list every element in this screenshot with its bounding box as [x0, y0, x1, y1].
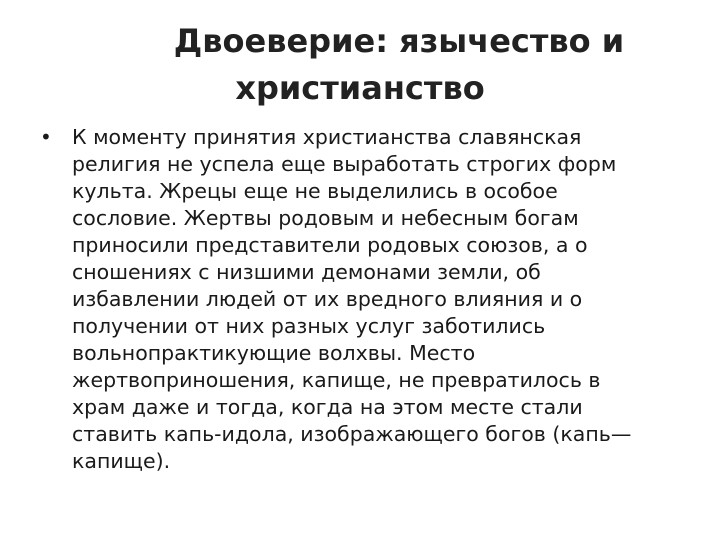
title-line-1: Двоеверие: язычество и — [173, 22, 625, 60]
bullet-line: приносили представители родовых союзов, а о — [72, 233, 588, 257]
bullet-dot-icon: • — [40, 125, 52, 149]
bullet-line: ставить капь-идола, изображающего богов (капь— — [72, 422, 632, 446]
bullet-line: капище). — [72, 449, 171, 473]
bullet-line: получении от них разных услуг заботились — [72, 314, 546, 338]
bullet-list — [36, 124, 686, 475]
bullet-line: сношениях с низшими демонами земли, об — [72, 260, 541, 284]
bullet-line: жертвоприношения, капище, не превратилось в — [72, 368, 601, 392]
title-line-2: христианство — [235, 69, 485, 107]
slide-title — [40, 18, 680, 112]
bullet-line: религия не успела еще выработать строгих форм — [72, 152, 617, 176]
bullet-line: избавлении людей от их вредного влияния и о — [72, 287, 583, 311]
bullet-line: культа. Жрецы еще не выделились в особое — [72, 179, 558, 203]
bullet-line: сословие. Жертвы родовым и небесным богам — [72, 206, 579, 230]
bullet-text — [72, 124, 686, 475]
bullet-line: вольнопрактикующие волхвы. Место — [72, 341, 476, 365]
bullet-line: храм даже и тогда, когда на этом месте стали — [72, 395, 583, 419]
bullet-line: К моменту принятия христианства славянская — [72, 125, 582, 149]
bullet-item — [36, 124, 686, 475]
